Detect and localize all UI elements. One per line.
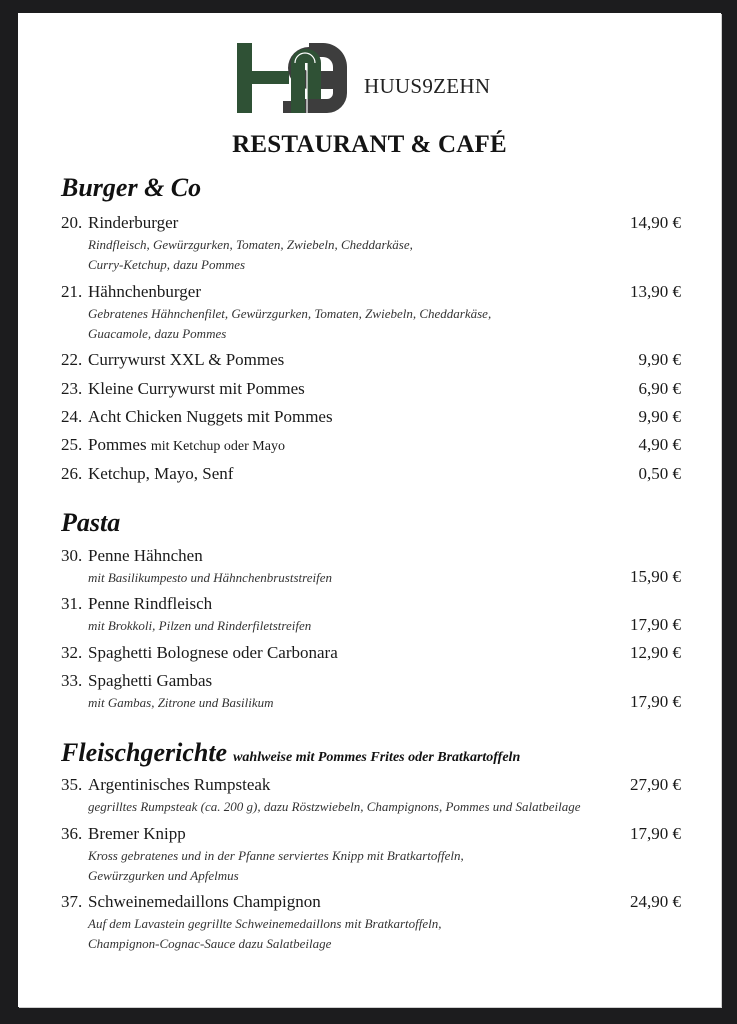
item-number: 35. (61, 775, 83, 794)
section-note: wahlweise mit Pommes Frites oder Bratkartoffeln (233, 750, 521, 765)
item-number: 32. (61, 643, 83, 662)
menu-item (61, 213, 681, 275)
item-name: Kleine Currywurst mit Pommes (88, 379, 305, 398)
item-number: 21. (61, 282, 83, 301)
item-name: Hähnchenburger (88, 282, 201, 301)
item-number: 24. (61, 407, 83, 426)
item-name: Rinderburger (88, 213, 179, 232)
header-logo (237, 43, 537, 128)
item-price: 13,90 € (630, 282, 681, 301)
item-price: 0,50 € (638, 464, 681, 483)
item-description: Gebratenes Hähnchenfilet, Gewürzgurken, Tomaten, Zwiebeln, Cheddarkäse, (88, 306, 492, 321)
item-name: Acht Chicken Nuggets mit Pommes (88, 407, 333, 426)
menu-item (61, 282, 681, 344)
item-description: Gewürzgurken und Apfelmus (88, 868, 239, 883)
item-number: 30. (61, 546, 83, 565)
item-name: Bremer Knipp (88, 824, 186, 843)
restaurant-tagline: RESTAURANT & CAFÉ (232, 131, 507, 158)
item-price: 17,90 € (630, 824, 681, 843)
item-number: 22. (61, 350, 83, 369)
section-title-burger: Burger & Co (61, 173, 202, 202)
item-number: 23. (61, 379, 83, 398)
item-number: 37. (61, 892, 83, 911)
item-number: 20. (61, 213, 83, 232)
item-name-note: mit Ketchup oder Mayo (150, 439, 285, 454)
item-number: 25. (61, 435, 83, 454)
menu-item (61, 464, 681, 486)
item-number: 26. (61, 464, 83, 483)
item-name: Ketchup, Mayo, Senf (88, 464, 234, 483)
menu-item (61, 775, 681, 817)
item-number: 31. (61, 594, 83, 613)
item-price: 14,90 € (630, 213, 681, 232)
item-price: 12,90 € (630, 643, 681, 662)
item-description: Kross gebratenes und in der Pfanne serviertes Knipp mit Bratkartoffeln, (88, 848, 464, 863)
menu-item (61, 671, 681, 713)
item-name: Penne Rindfleisch (88, 594, 213, 613)
item-price: 24,90 € (630, 892, 681, 911)
item-description: mit Gambas, Zitrone und Basilikum (88, 695, 274, 710)
item-description: Curry-Ketchup, dazu Pommes (88, 257, 246, 272)
item-price: 9,90 € (638, 350, 681, 369)
menu-item (61, 546, 681, 588)
item-description: Champignon-Cognac-Sauce dazu Salatbeilage (88, 936, 332, 951)
menu-item (61, 643, 681, 665)
item-name: Pommes (88, 435, 147, 454)
item-name: Argentinisches Rumpsteak (88, 775, 271, 794)
item-name: Schweinemedaillons Champignon (88, 892, 321, 911)
item-name: Penne Hähnchen (88, 546, 203, 565)
menu-item (61, 594, 681, 636)
item-description: mit Brokkoli, Pilzen und Rinderfiletstreifen (88, 618, 312, 633)
item-name: Spaghetti Gambas (88, 671, 213, 690)
item-number: 36. (61, 824, 83, 843)
item-price: 4,90 € (638, 435, 681, 454)
menu-item (61, 892, 681, 954)
menu-page (18, 13, 721, 1007)
item-name: Currywurst XXL & Pommes (88, 350, 285, 369)
menu-item (61, 824, 681, 886)
item-name: Spaghetti Bolognese oder Carbonara (88, 643, 338, 662)
item-description: gegrilltes Rumpsteak (ca. 200 g), dazu Röstzwiebeln, Champignons, Pommes und Salatbeilage (88, 799, 581, 814)
item-description: Guacamole, dazu Pommes (88, 326, 227, 341)
item-price: 6,90 € (638, 379, 681, 398)
section-title-fleischgerichte (61, 738, 520, 768)
item-price: 17,90 € (630, 692, 681, 711)
brand-name: HUUS9ZEHN (364, 74, 491, 98)
item-price: 17,90 € (630, 615, 681, 634)
item-number: 33. (61, 671, 83, 690)
item-price: 9,90 € (638, 407, 681, 426)
menu-item (61, 350, 681, 372)
item-description: Rindfleisch, Gewürzgurken, Tomaten, Zwiebeln, Cheddarkäse, (88, 237, 413, 252)
section-title-pasta: Pasta (61, 508, 121, 537)
section-title-text: Fleischgerichte (61, 738, 228, 767)
menu-item (61, 407, 681, 429)
item-price: 15,90 € (630, 567, 681, 586)
h9-logo-icon (237, 43, 349, 113)
item-price: 27,90 € (630, 775, 681, 794)
menu-item (61, 435, 681, 457)
item-description: mit Basilikumpesto und Hähnchenbruststreifen (88, 570, 332, 585)
item-description: Auf dem Lavastein gegrillte Schweinemedaillons mit Bratkartoffeln, (88, 916, 442, 931)
menu-item (61, 379, 681, 401)
